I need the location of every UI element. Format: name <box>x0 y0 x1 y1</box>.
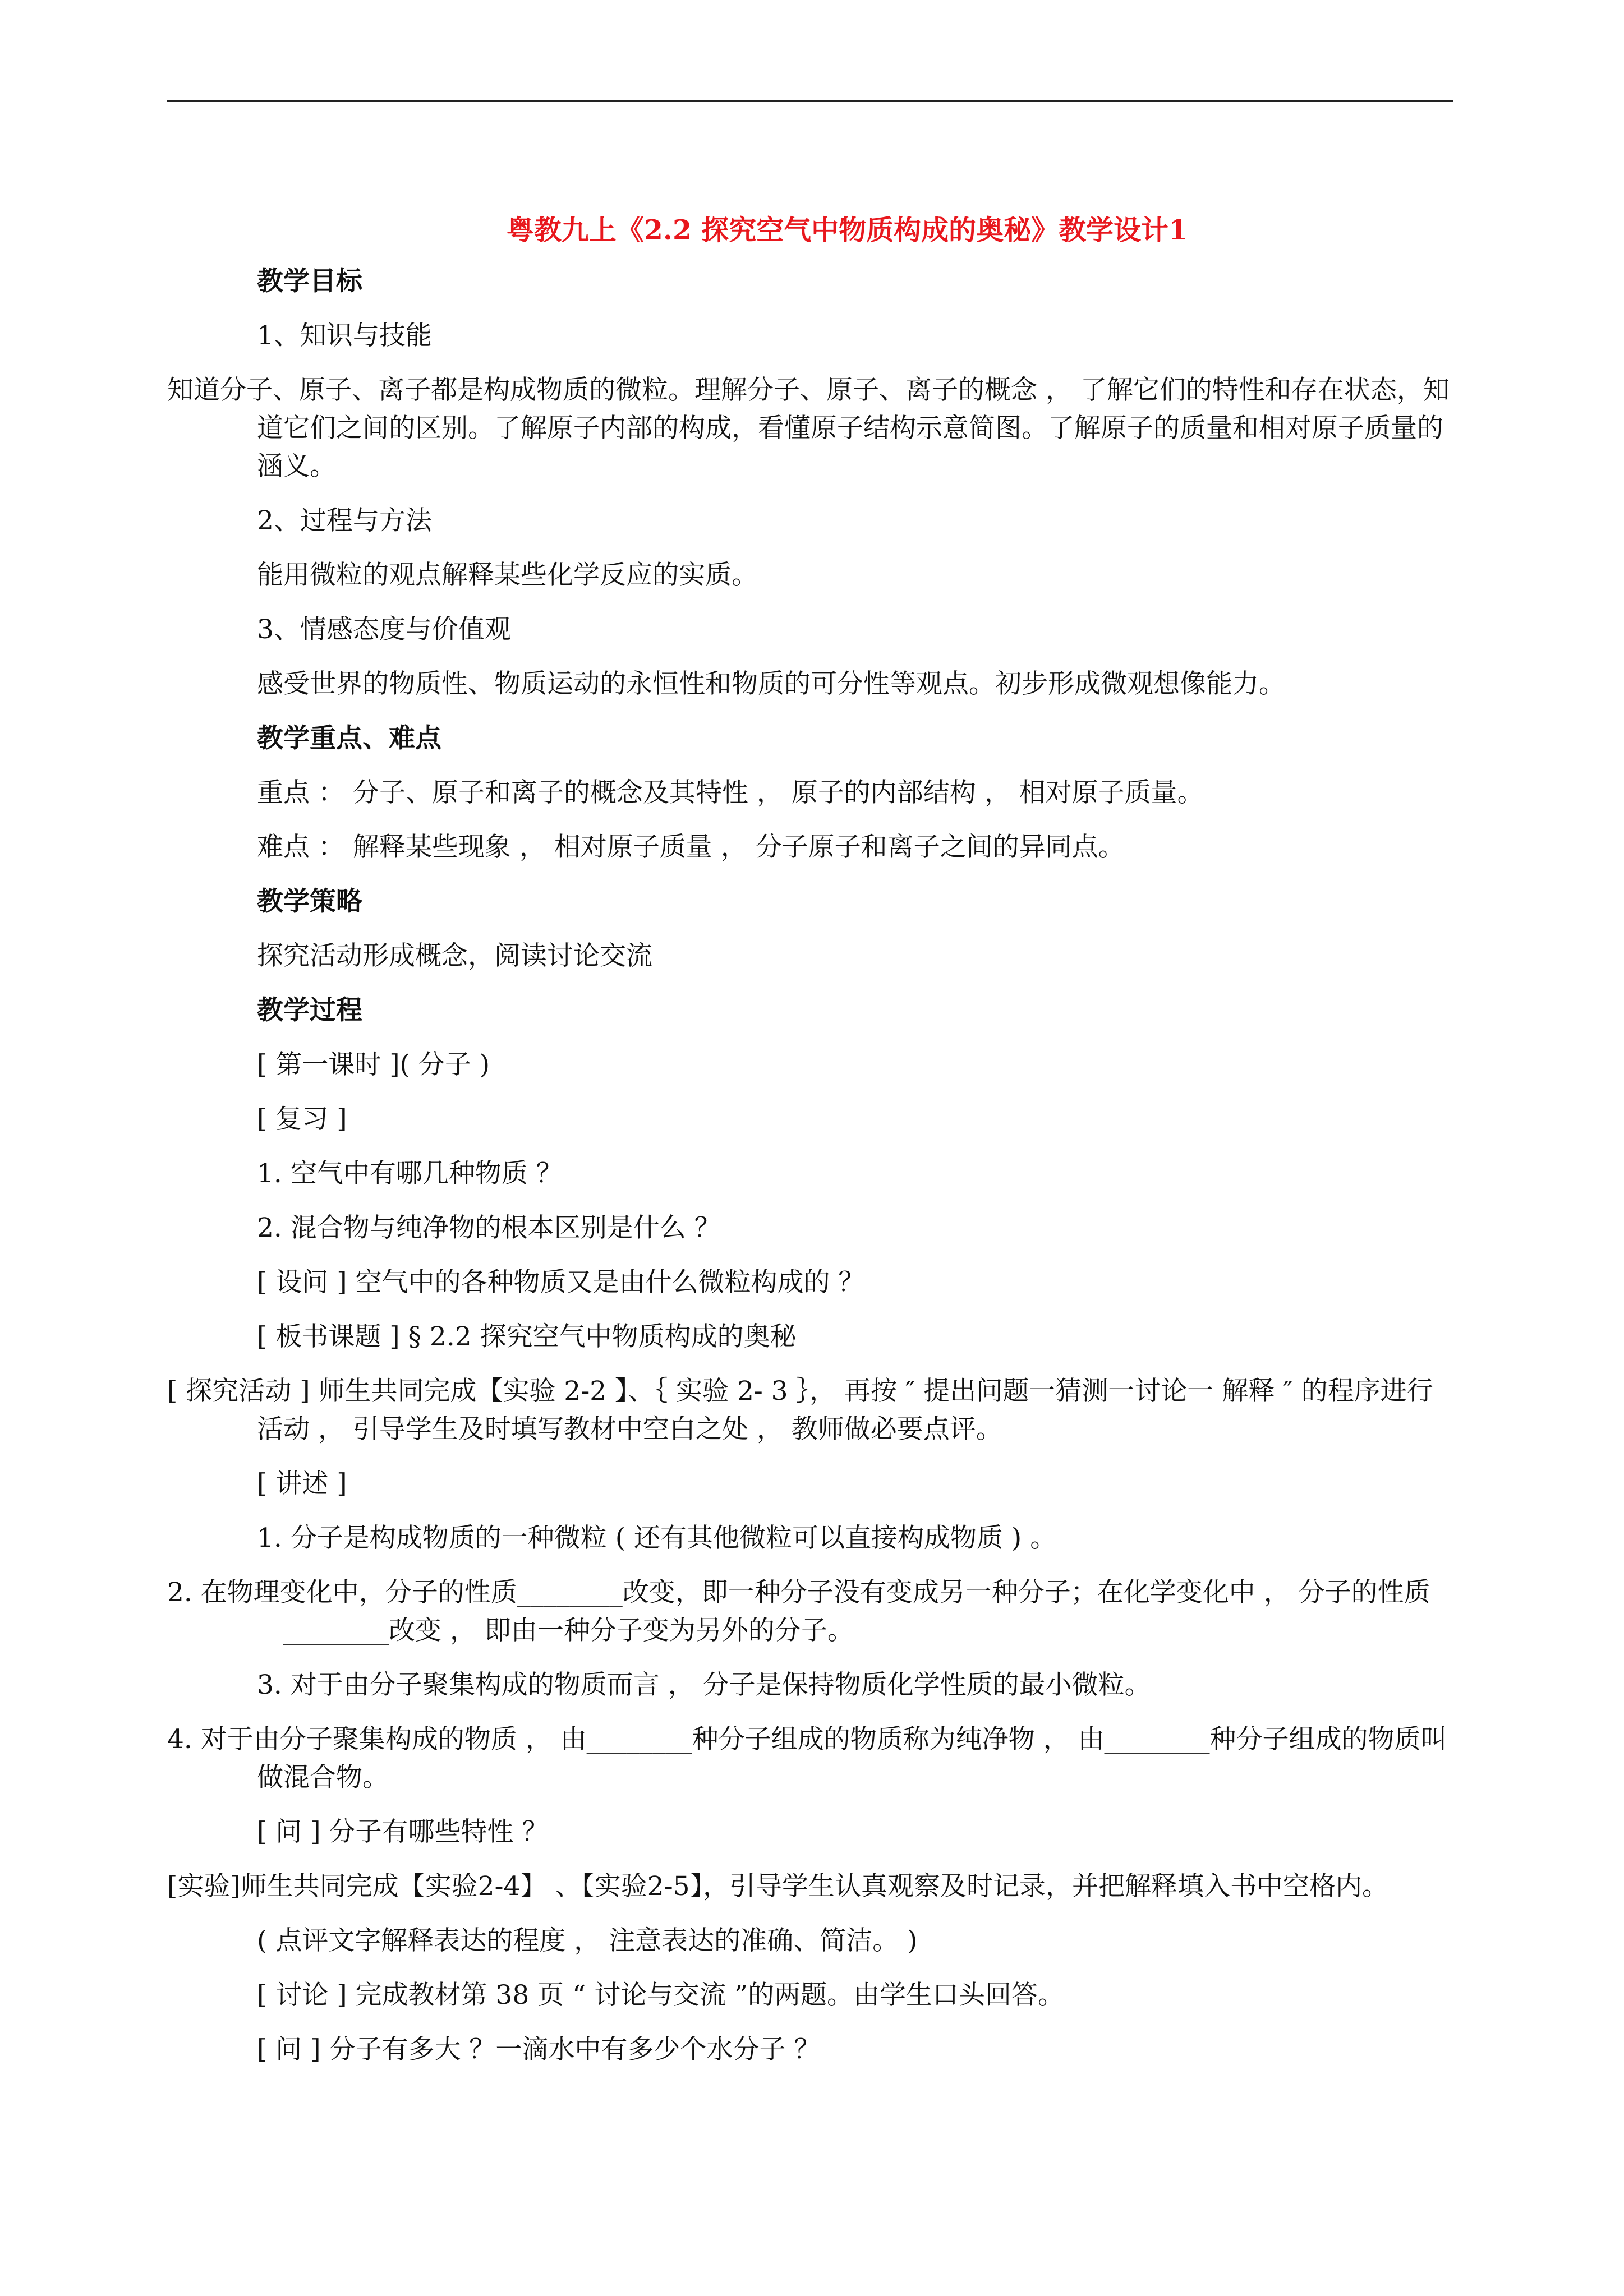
paragraph-knowledge-skills: 知道分子、原子、离子都是构成物质的微粒。理解分子、原子、离子的概念 ， 了解它们的特性和存在状态，知道它们之间的区别。了解原子内部的构成，看懂原子结构示意简图。了解原子的质量和相对原子质量的涵义。 <box>167 375 1450 482</box>
line-set-question: [ 设问 ] 空气中的各种物质又是由什么微粒构成的 ？ <box>257 1267 865 1298</box>
heading-teaching-goals: 教学目标 <box>257 266 362 297</box>
line-ask-properties: [ 问 ] 分子有哪些特性 ？ <box>257 1816 549 1847</box>
line-ask-size: [ 问 ] 分子有多大 ？一滴水中有多少个水分子 ？ <box>257 2034 821 2065</box>
line-review: [ 复习 ] <box>257 1104 347 1135</box>
heading-teaching-strategy: 教学策略 <box>257 886 362 917</box>
line-point-1: 1. 分子是构成物质的一种微粒 ( 还有其他微粒可以直接构成物质 ) 。 <box>257 1523 1057 1553</box>
line-question-2: 2. 混合物与纯净物的根本区别是什么 ？ <box>257 1212 721 1243</box>
paragraph-teaching-strategy: 探究活动形成概念，阅读讨论交流 <box>257 940 652 971</box>
line-point-3: 3. 对于由分子聚集构成的物质而言 ， 分子是保持物质化学性质的最小微粒。 <box>257 1670 1151 1700</box>
subheading-emotion-values: 3、情感态度与价值观 <box>257 614 511 645</box>
document-title: 粤教九上《2.2 探究空气中物质构成的奥秘》教学设计1 <box>506 214 1188 246</box>
line-narration: [ 讲述 ] <box>257 1468 347 1499</box>
line-first-lesson: [ 第一课时 ]( 分子 ) <box>257 1049 490 1080</box>
paragraph-point-2: 2. 在物理变化中，分子的性质________改变，即一种分子没有变成另一种分子；在化学变化中 ， 分子的性质 ________改变 ， 即由一种分子变为另外的分子。 <box>167 1577 1430 1646</box>
line-comment: ( 点评文字解释表达的程度 ， 注意表达的准确、简洁。 ) <box>257 1925 918 1956</box>
line-question-1: 1. 空气中有哪几种物质 ？ <box>257 1158 563 1189</box>
subheading-process-method: 2、过程与方法 <box>257 505 432 536</box>
paragraph-point-4: 4. 对于由分子聚集构成的物质 ， 由________种分子组成的物质称为纯净物 ， 由________种分子组成的物质叫做混合物。 <box>167 1724 1447 1793</box>
line-board-title: [ 板书课题 ] § 2.2 探究空气中物质构成的奥秘 <box>257 1321 797 1352</box>
header-rule <box>167 100 1453 102</box>
paragraph-experiment: [实验]师生共同完成【实验2-4】 、【实验2-5】，引导学生认真观察及时记录，并把解释填入书中空格内。 <box>167 1871 1388 1902</box>
line-discussion: [ 讨论 ] 完成教材第 38 页 “ 讨论与交流 ”的两题。由学生口头回答。 <box>257 1980 1065 2011</box>
subheading-knowledge-skills: 1、知识与技能 <box>257 320 432 351</box>
document-body <box>167 262 1452 2085</box>
paragraph-process-method: 能用微粒的观点解释某些化学反应的实质。 <box>257 560 758 591</box>
heading-key-difficult-points: 教学重点、难点 <box>257 723 441 754</box>
paragraph-difficult-points: 难点 ： 解释某些现象 ， 相对原子质量 ， 分子原子和离子之间的异同点。 <box>257 832 1125 863</box>
heading-teaching-process: 教学过程 <box>257 995 362 1026</box>
paragraph-key-points: 重点 ： 分子、原子和离子的概念及其特性 ， 原子的内部结构 ， 相对原子质量。 <box>257 777 1204 808</box>
paragraph-inquiry-activity: [ 探究活动 ] 师生共同完成【实验 2-2 】、｛ 实验 2- 3 ｝， 再按 ″ 提出问题一猜测一讨论一 解释 ″ 的程序进行活动 ， 引导学生及时填写教材中空白之处 ， 教师做必要点评。 <box>167 1376 1433 1445</box>
paragraph-emotion-values: 感受世界的物质性、物质运动的永恒性和物质的可分性等观点。初步形成微观想像能力。 <box>257 668 1285 699</box>
